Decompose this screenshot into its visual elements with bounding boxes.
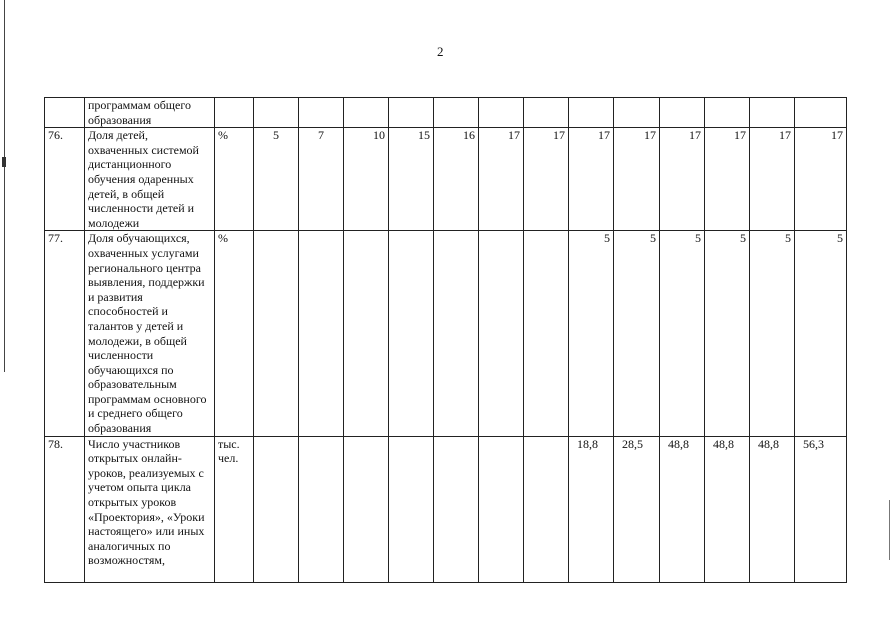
row-value [434, 436, 479, 582]
page-number: 2 [437, 44, 444, 59]
row-value: 10 [344, 128, 389, 231]
row-value: 16 [434, 128, 479, 231]
row-value [434, 231, 479, 436]
row-value: 5 [614, 231, 660, 436]
row-value [479, 436, 524, 582]
row-value [299, 231, 344, 436]
row-number: 78. [45, 436, 85, 582]
row-name: Доля обучающихся, охваченных услугами регионального центра выявления, поддержки и развития способностей и талантов у детей и молодежи, в общей численности обучающихся по образовательным программам основного и среднего общего образования [85, 231, 215, 436]
indicator-table [44, 97, 847, 583]
row-value [254, 231, 299, 436]
row-value: 5 [795, 231, 847, 436]
row-value [254, 98, 299, 128]
row-value [344, 98, 389, 128]
row-value [524, 98, 569, 128]
row-value: 48,8 [750, 436, 795, 582]
row-value: 48,8 [660, 436, 705, 582]
row-value: 56,3 [795, 436, 847, 582]
row-value: 5 [750, 231, 795, 436]
row-value: 17 [479, 128, 524, 231]
row-value: 5 [254, 128, 299, 231]
row-unit: тыс. чел. [215, 436, 254, 582]
row-number: 76. [45, 128, 85, 231]
row-value [344, 436, 389, 582]
right-edge-mark [889, 500, 890, 560]
table-row-78 [45, 436, 847, 582]
row-value: 48,8 [705, 436, 750, 582]
row-value [750, 98, 795, 128]
row-number: 77. [45, 231, 85, 436]
row-value: 17 [660, 128, 705, 231]
row-value: 7 [299, 128, 344, 231]
left-margin-line [4, 0, 5, 372]
row-value [344, 231, 389, 436]
row-value: 17 [569, 128, 614, 231]
row-value: 5 [660, 231, 705, 436]
row-name: программам общего образования [85, 98, 215, 128]
row-value [569, 98, 614, 128]
row-value [254, 436, 299, 582]
left-margin-mark [2, 157, 6, 167]
table-row-77 [45, 231, 847, 436]
row-value: 17 [705, 128, 750, 231]
row-value [479, 231, 524, 436]
row-unit [215, 98, 254, 128]
table-row-76 [45, 128, 847, 231]
row-value: 28,5 [614, 436, 660, 582]
row-value [524, 436, 569, 582]
row-value [389, 436, 434, 582]
row-value: 5 [569, 231, 614, 436]
row-unit: % [215, 128, 254, 231]
row-number [45, 98, 85, 128]
table-row-continuation [45, 98, 847, 128]
row-value [614, 98, 660, 128]
row-value [660, 98, 705, 128]
row-name: Число участников открытых онлайн-уроков, реализуемых с учетом опыта цикла открытых уроков «Проектория», «Уроки настоящего» или иных аналогичных по возможностям, [85, 436, 215, 582]
row-value [299, 98, 344, 128]
row-value [479, 98, 524, 128]
row-value: 15 [389, 128, 434, 231]
row-value: 17 [795, 128, 847, 231]
row-value [434, 98, 479, 128]
row-value [795, 98, 847, 128]
row-name: Доля детей, охваченных системой дистанционного обучения одаренных детей, в общей численности детей и молодежи [85, 128, 215, 231]
row-value: 17 [524, 128, 569, 231]
row-value [389, 98, 434, 128]
row-value [524, 231, 569, 436]
row-value [705, 98, 750, 128]
row-value: 17 [614, 128, 660, 231]
row-value [299, 436, 344, 582]
row-unit: % [215, 231, 254, 436]
row-value: 18,8 [569, 436, 614, 582]
row-value: 17 [750, 128, 795, 231]
row-value [389, 231, 434, 436]
row-value: 5 [705, 231, 750, 436]
